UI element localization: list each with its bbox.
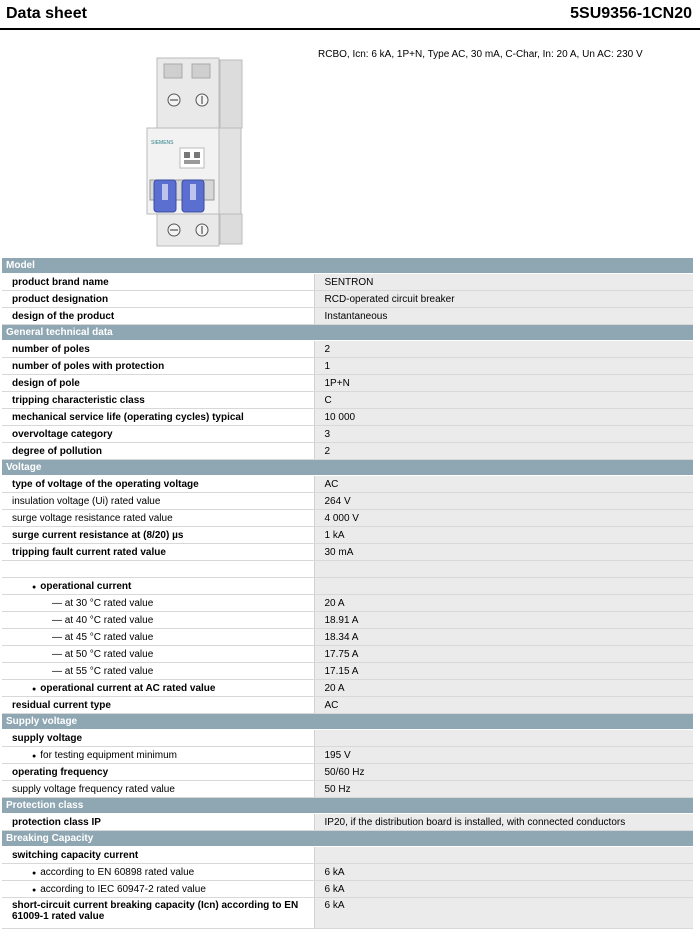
spec-value: 20 A: [314, 680, 693, 697]
spec-label: [2, 680, 314, 697]
spec-value: 17.75 A: [314, 646, 693, 663]
spec-value: SENTRON: [314, 274, 693, 291]
spec-label: [2, 898, 314, 929]
spec-value: 18.34 A: [314, 629, 693, 646]
spec-value: 1 kA: [314, 527, 693, 544]
spec-label: [2, 595, 314, 612]
spec-label: [2, 646, 314, 663]
product-number: 5SU9356-1CN20: [570, 5, 692, 22]
spec-row: [2, 663, 693, 680]
spec-label: [2, 375, 314, 392]
spec-label-text: — at 30 °C rated value: [52, 597, 154, 609]
spec-row: [2, 864, 693, 881]
spec-label: [2, 612, 314, 629]
spec-label-text: design of the product: [12, 310, 115, 322]
spec-label: [2, 847, 314, 864]
spec-label-text: — at 55 °C rated value: [52, 665, 154, 677]
spec-row: [2, 561, 693, 578]
bullet-icon: ●: [32, 685, 37, 693]
section-title: General technical data: [2, 325, 693, 341]
spec-label-text: operational current at AC rated value: [40, 682, 216, 694]
spec-row: [2, 629, 693, 646]
spec-row: [2, 375, 693, 392]
section-header: [2, 258, 693, 274]
bullet-icon: ●: [32, 583, 37, 591]
spec-label-text: design of pole: [12, 377, 80, 389]
spec-label: [2, 663, 314, 680]
spec-row: [2, 646, 693, 663]
spec-label: [2, 426, 314, 443]
spec-row: [2, 527, 693, 544]
spec-label-text: protection class IP: [12, 816, 101, 828]
spec-value: C: [314, 392, 693, 409]
spec-row: [2, 426, 693, 443]
spec-value: 6 kA: [314, 898, 693, 929]
spec-row: [2, 544, 693, 561]
spec-label: [2, 764, 314, 781]
spec-table: [2, 258, 693, 929]
spec-row: [2, 392, 693, 409]
spec-row: [2, 493, 693, 510]
section-header: [2, 325, 693, 341]
section-title: Protection class: [2, 798, 693, 814]
spec-label-text: tripping fault current rated value: [12, 546, 166, 558]
spec-label-text: for testing equipment minimum: [40, 749, 177, 761]
spec-value: 17.15 A: [314, 663, 693, 680]
spec-label: [2, 409, 314, 426]
spec-label: [2, 527, 314, 544]
spec-row: [2, 409, 693, 426]
spec-row: [2, 358, 693, 375]
spec-row: [2, 443, 693, 460]
spec-value: 4 000 V: [314, 510, 693, 527]
spec-value: 6 kA: [314, 881, 693, 898]
spec-label-text: supply voltage: [12, 732, 83, 744]
spec-value: 50/60 Hz: [314, 764, 693, 781]
spec-label: [2, 493, 314, 510]
spec-row: [2, 595, 693, 612]
spec-label-text: switching capacity current: [12, 849, 139, 861]
spec-label: [2, 274, 314, 291]
spec-row: [2, 814, 693, 831]
spec-label-text: operational current: [40, 580, 132, 592]
spec-value: 2: [314, 341, 693, 358]
spec-label-text: residual current type: [12, 699, 111, 711]
spec-label: [2, 561, 314, 578]
spec-value: [314, 578, 693, 595]
spec-label: [2, 814, 314, 831]
section-header: [2, 831, 693, 847]
spec-label: [2, 864, 314, 881]
spec-label-text: supply voltage frequency rated value: [12, 783, 175, 795]
spec-row: [2, 781, 693, 798]
spec-row: [2, 291, 693, 308]
spec-value: 195 V: [314, 747, 693, 764]
spec-label: [2, 358, 314, 375]
spec-label: [2, 544, 314, 561]
spec-value: 50 Hz: [314, 781, 693, 798]
spec-label-text: operating frequency: [12, 766, 109, 778]
spec-label-text: tripping characteristic class: [12, 394, 145, 406]
spec-value: [314, 561, 693, 578]
spec-label: [2, 392, 314, 409]
spec-label: [2, 510, 314, 527]
section-title: Voltage: [2, 460, 693, 476]
product-image: [140, 52, 260, 248]
spec-label: [2, 629, 314, 646]
spec-value: [314, 847, 693, 864]
page-header: [0, 0, 700, 30]
spec-label: [2, 781, 314, 798]
section-title: Breaking Capacity: [2, 831, 693, 847]
section-header: [2, 460, 693, 476]
spec-label: [2, 443, 314, 460]
spec-value: AC: [314, 697, 693, 714]
bullet-icon: ●: [32, 886, 37, 894]
spec-row: [2, 274, 693, 291]
spec-value: 1P+N: [314, 375, 693, 392]
spec-label: [2, 730, 314, 747]
spec-label-text: surge current resistance at (8/20) µs: [12, 529, 184, 541]
spec-value: IP20, if the distribution board is installed, with connected conductors: [314, 814, 693, 831]
spec-label-text: — at 50 °C rated value: [52, 648, 154, 660]
section-header: [2, 798, 693, 814]
spec-row: [2, 680, 693, 697]
spec-label-text: mechanical service life (operating cycles) typical: [12, 411, 244, 423]
spec-label-text: according to IEC 60947-2 rated value: [40, 883, 206, 895]
brand-print: SIEMENS: [151, 140, 174, 146]
spec-label-text: — at 45 °C rated value: [52, 631, 154, 643]
spec-label: [2, 291, 314, 308]
spec-value: 30 mA: [314, 544, 693, 561]
product-description: RCBO, Icn: 6 kA, 1P+N, Type AC, 30 mA, C-Char, In: 20 A, Un AC: 230 V: [318, 49, 643, 60]
section-title: Model: [2, 258, 693, 274]
spec-row: [2, 308, 693, 325]
spec-row: [2, 510, 693, 527]
spec-row: [2, 612, 693, 629]
spec-label: [2, 578, 314, 595]
spec-label: [2, 697, 314, 714]
spec-label-text: product designation: [12, 293, 109, 305]
spec-label-text: short-circuit current breaking capacity (Icn) according to EN 61009-1 rated value: [12, 900, 299, 922]
spec-row: [2, 730, 693, 747]
spec-label: [2, 308, 314, 325]
spec-row: [2, 847, 693, 864]
spec-value: 3: [314, 426, 693, 443]
bullet-icon: ●: [32, 752, 37, 760]
spec-label-text: degree of pollution: [12, 445, 102, 457]
spec-row: [2, 898, 693, 929]
spec-row: [2, 747, 693, 764]
spec-label-text: — at 40 °C rated value: [52, 614, 154, 626]
spec-row: [2, 697, 693, 714]
spec-label-text: overvoltage category: [12, 428, 113, 440]
spec-label-text: number of poles with protection: [12, 360, 165, 372]
spec-label-text: number of poles: [12, 343, 90, 355]
spec-value: 6 kA: [314, 864, 693, 881]
spec-label: [2, 341, 314, 358]
spec-row: [2, 476, 693, 493]
spec-value: 2: [314, 443, 693, 460]
spec-label-text: insulation voltage (Ui) rated value: [12, 495, 161, 507]
spec-label: [2, 881, 314, 898]
spec-label: [2, 476, 314, 493]
spec-label-text: according to EN 60898 rated value: [40, 866, 195, 878]
spec-value: Instantaneous: [314, 308, 693, 325]
spec-value: [314, 730, 693, 747]
spec-row: [2, 881, 693, 898]
spec-value: 10 000: [314, 409, 693, 426]
spec-value: 1: [314, 358, 693, 375]
section-title: Supply voltage: [2, 714, 693, 730]
spec-label-text: product brand name: [12, 276, 109, 288]
spec-label: [2, 747, 314, 764]
spec-row: [2, 578, 693, 595]
spec-row: [2, 764, 693, 781]
spec-label-text: type of voltage of the operating voltage: [12, 478, 199, 490]
spec-label-text: surge voltage resistance rated value: [12, 512, 173, 524]
spec-value: 264 V: [314, 493, 693, 510]
document-title: Data sheet: [6, 5, 87, 22]
spec-row: [2, 341, 693, 358]
spec-value: AC: [314, 476, 693, 493]
header-rule: [0, 28, 700, 30]
spec-value: 18.91 A: [314, 612, 693, 629]
bullet-icon: ●: [32, 869, 37, 877]
spec-value: RCD-operated circuit breaker: [314, 291, 693, 308]
section-header: [2, 714, 693, 730]
spec-value: 20 A: [314, 595, 693, 612]
